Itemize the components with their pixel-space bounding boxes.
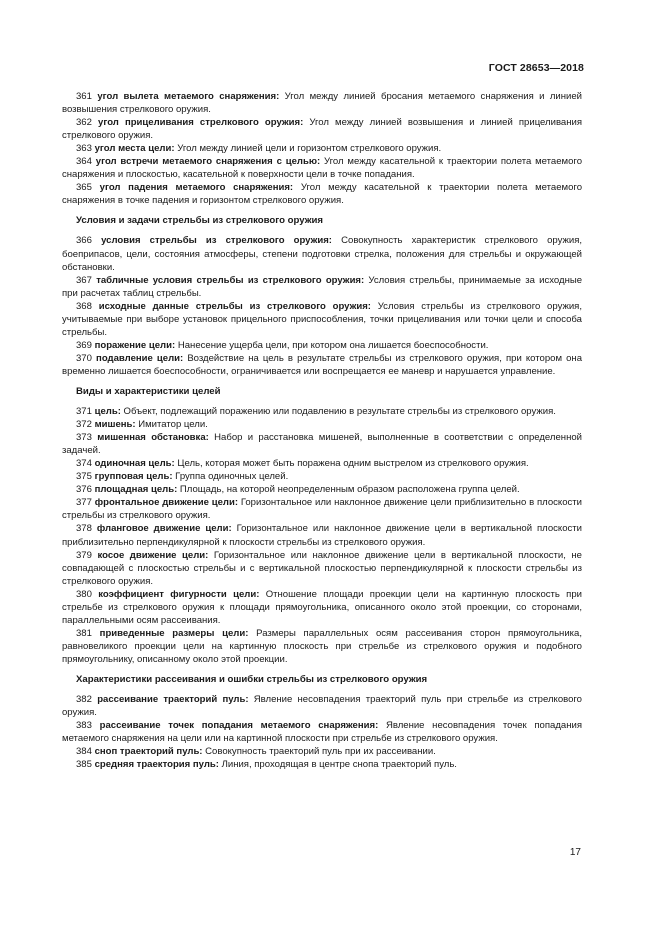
entry-definition: Цель, которая может быть поражена одним выстрелом из стрелкового оружия. (174, 458, 529, 470)
term-entry (62, 457, 582, 470)
entry-definition: Явление несовпадения траекторий пуль при стрельбе из стрелкового оружия. (62, 694, 582, 719)
entry-definition: Угол между касательной к траектории полета метаемого снаряжения в точке падения и горизонтом стрелкового оружия. (62, 182, 583, 207)
entry-number: 382 (76, 694, 92, 706)
entry-term: мишенная обстановка: (97, 432, 209, 444)
entry-number: 378 (76, 523, 92, 535)
entry-number: 361 (76, 91, 92, 102)
entry-term: рассеивание точек попадания метаемого снаряжения: (99, 720, 379, 732)
term-entry (62, 339, 582, 352)
entry-definition: Линия, проходящая в центре снопа траекторий пуль. (218, 759, 457, 771)
entry-number: 385 (76, 759, 92, 771)
term-entry (62, 116, 582, 142)
entry-definition: Угол между касательной к траектории полета метаемого снаряжения и плоскостью, касательной к поверхности цели в точке попадания. (62, 156, 583, 181)
entry-number: 376 (76, 484, 92, 496)
entry-number: 373 (76, 432, 92, 444)
term-entry (62, 234, 582, 273)
entry-number: 368 (76, 300, 92, 312)
entry-term: угол падения метаемого снаряжения: (99, 182, 294, 194)
entry-definition: Условия стрельбы из стрелкового оружия, учитываемые при выборе установок прицельного приспособления, точки прицеливания или точки цели и способа стрельбы. (62, 300, 582, 338)
section-heading: Виды и характеристики целей (76, 385, 221, 397)
entry-definition: Горизонтальное или наклонное движение цели приблизительно в плоскости стрельбы из стрелкового оружия. (62, 497, 582, 522)
entry-number: 369 (76, 339, 92, 351)
term-entry (62, 745, 582, 758)
entry-term: рассеивание траекторий пуль: (97, 694, 249, 706)
entry-term: угол прицеливания стрелкового оружия: (98, 117, 304, 129)
term-entry (62, 142, 582, 155)
term-entry (62, 522, 582, 548)
entry-number: 370 (76, 352, 92, 364)
entry-term: мишень: (94, 419, 136, 431)
entry-definition: Горизонтальное или наклонное движение цели в вертикальной плоскости приблизительно перпендикулярной к плоскости стрельбы из стрелкового оружия. (62, 523, 583, 548)
term-entry (62, 274, 582, 300)
entry-term: цель: (94, 406, 121, 418)
entry-definition: Набор и расстановка мишеней, выполненные в соответствии с определенной задачей. (62, 432, 582, 457)
term-entry (62, 90, 582, 116)
entry-number: 364 (76, 156, 92, 168)
entry-number: 371 (76, 406, 92, 418)
entry-definition: Совокупность характеристик стрелкового оружия, боеприпасов, цели, состояния атмосферы, степени подготовки стрелка, положения для стрельбы и окружающей обстановки. (62, 235, 583, 273)
entry-number: 379 (76, 549, 92, 561)
entry-number: 362 (76, 117, 92, 129)
term-entry (62, 549, 582, 588)
entry-term: фланговое движение цели: (96, 523, 232, 535)
term-entry (62, 418, 582, 431)
entry-definition: Воздействие на цель в результате стрельбы из стрелкового оружия, при котором она временно лишается боеспособности, ограничивается или воспрещается ее маневр и нарушается управление. (62, 352, 582, 377)
entry-number: 380 (76, 588, 92, 600)
entry-number: 363 (76, 143, 92, 155)
document-body (62, 90, 582, 771)
entry-number: 366 (76, 235, 92, 247)
term-entry (62, 496, 582, 522)
entry-term: подавление цели: (96, 352, 184, 364)
term-entry (62, 405, 582, 418)
entry-number: 377 (76, 497, 92, 509)
term-entry (62, 627, 582, 666)
entry-term: исходные данные стрельбы из стрелкового оружия: (98, 300, 371, 312)
entry-number: 372 (76, 419, 92, 431)
entry-term: фронтальное движение цели: (94, 497, 239, 509)
entry-number: 365 (76, 182, 92, 194)
entry-number: 383 (76, 720, 92, 732)
term-entry (62, 155, 582, 181)
entry-term: поражение цели: (94, 339, 176, 351)
term-entry (62, 431, 582, 457)
entry-number: 367 (76, 274, 92, 286)
entry-term: табличные условия стрельбы из стрелкового оружия: (96, 274, 365, 286)
entry-term: условия стрельбы из стрелкового оружия: (101, 235, 332, 247)
entry-term: одиночная цель: (94, 458, 175, 470)
section-heading: Условия и задачи стрельбы из стрелкового оружия (76, 215, 324, 227)
entry-term: средняя траектория пуль: (94, 759, 219, 771)
entry-term: косое движение цели: (97, 549, 209, 561)
term-entry (62, 300, 582, 339)
entry-definition: Отношение площади проекции цели на картинную плоскость при стрельбе из стрелкового оружия к площади прямоугольника, описанного около этой проекции, со сторонами, параллельными осям рассеивания. (62, 588, 582, 626)
entry-definition: Угол между линией цели и горизонтом стрелкового оружия. (174, 143, 442, 155)
entry-definition: Объект, подлежащий поражению или подавлению в результате стрельбы из стрелкового оружия. (120, 406, 556, 418)
entry-term: угол встречи метаемого снаряжения с целью: (95, 156, 321, 168)
term-entry (62, 588, 582, 627)
standard-header: ГОСТ 28653—2018 (488, 62, 584, 74)
entry-term: угол вылета метаемого снаряжения: (97, 91, 280, 102)
section-heading: Характеристики рассеивания и ошибки стрельбы из стрелкового оружия (76, 673, 428, 685)
entry-definition: Имитатор цели. (135, 419, 208, 431)
entry-definition: Условия стрельбы, принимаемые за исходные при расчетах таблиц стрельбы. (62, 274, 583, 299)
term-entry (62, 483, 582, 496)
term-entry (62, 181, 582, 207)
entry-term: приведенные размеры цели: (99, 627, 249, 639)
entry-number: 374 (76, 458, 92, 470)
entry-term: групповая цель: (94, 471, 173, 483)
entry-definition: Размеры параллельных осям рассеивания сторон прямоугольника, равновеликого проекции цели на картинную плоскость при стрельбе из стрелкового оружия и подобного прямоугольнику, описанному около этой проекции. (62, 627, 582, 665)
page-number: 17 (569, 847, 581, 858)
entry-term: коэффициент фигурности цели: (98, 588, 260, 600)
entry-definition: Угол между линией возвышения и линией прицеливания стрелкового оружия. (62, 117, 582, 142)
entry-definition: Совокупность траекторий пуль при их рассеивании. (202, 746, 436, 758)
entry-definition: Группа одиночных целей. (172, 471, 289, 483)
entry-definition: Площадь, на которой неопределенным образом расположена группа целей. (177, 484, 520, 496)
entry-term: площадная цель: (94, 484, 178, 496)
entry-definition: Явление несовпадения точек попадания метаемого снаряжения на цели или на картинной плоскости при стрельбе из стрелкового оружия. (62, 720, 582, 745)
entry-definition: Угол между линией бросания метаемого снаряжения и линией возвышения стрелкового оружия. (62, 91, 582, 116)
term-entry (62, 352, 582, 378)
entry-number: 375 (76, 471, 92, 483)
term-entry (62, 758, 582, 771)
entry-term: угол места цели: (94, 143, 175, 155)
term-entry (62, 693, 582, 719)
entry-number: 384 (76, 746, 92, 758)
entry-term: сноп траекторий пуль: (94, 746, 203, 758)
term-entry (62, 470, 582, 483)
entry-definition: Нанесение ущерба цели, при котором она лишается боеспособности. (175, 339, 489, 351)
entry-number: 381 (76, 627, 92, 639)
term-entry (62, 719, 582, 745)
entry-definition: Горизонтальное или наклонное движение цели в вертикальной плоскости, не совпадающей с плоскостью стрельбы и с вертикальной плоскостью перпендикулярной к плоскости стрельбы из стрелкового оружия. (62, 549, 582, 587)
